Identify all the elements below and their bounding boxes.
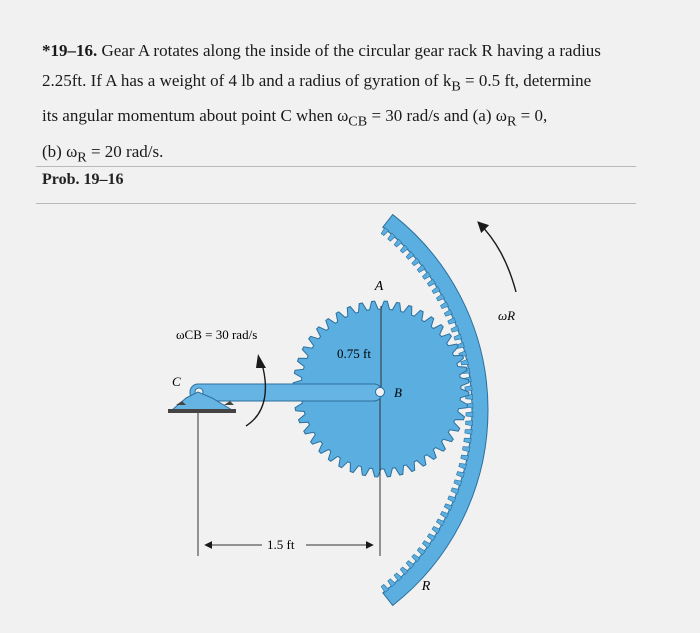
problem-line-3: its angular momentum about point C when $\omega_{CB} = 30$ rad/s and (a) $\omega_R = 0$, (42, 106, 548, 130)
label-omega-r: ωR (498, 308, 516, 323)
rack-tooth (448, 318, 456, 325)
rack-tooth (462, 447, 470, 452)
rack-tooth (465, 386, 472, 391)
pin-b (376, 388, 385, 397)
rack-tooth (459, 463, 467, 469)
rack-tooth (454, 334, 462, 340)
problem-number: *19–16. (42, 41, 98, 60)
omega-r-arrow (478, 222, 516, 292)
label-rack-r: R (421, 579, 431, 594)
rack-tooth (456, 472, 464, 478)
arm-bar (190, 384, 382, 401)
arm-cb (190, 384, 385, 401)
rack-tooth (466, 412, 473, 417)
rack-tooth (465, 430, 472, 435)
label-gear-radius: 0.75 ft (337, 346, 371, 361)
label-omega-cb: ωCB = 30 rad/s (176, 327, 258, 342)
rack-tooth (466, 421, 473, 426)
problem-label: Prob. 19–16 (42, 171, 124, 188)
problem-line-1: *19–16. Gear A rotates along the inside of the circular gear rack R having a radius (42, 41, 601, 60)
problem-line-4: (b) $\omega_R = 20$ rad/s. (42, 141, 164, 166)
problem-line-2: 2.25ft. If A has a weight of 4 lb and a radius of gyration of $k_B = 0.5$ ft, determine (42, 71, 592, 95)
ground-line (168, 409, 236, 413)
omega-cb-arrowhead (256, 354, 266, 368)
label-pin-b: B (394, 385, 402, 400)
rack-tooth (454, 480, 462, 486)
rack-tooth (448, 496, 456, 503)
rack-tooth (461, 455, 469, 460)
label-gear-a: A (374, 279, 384, 294)
label-arm-length: 1.5 ft (267, 537, 295, 552)
label-pivot-c: C (172, 374, 181, 389)
rack-tooth (461, 359, 469, 364)
rack-tooth (464, 438, 471, 443)
